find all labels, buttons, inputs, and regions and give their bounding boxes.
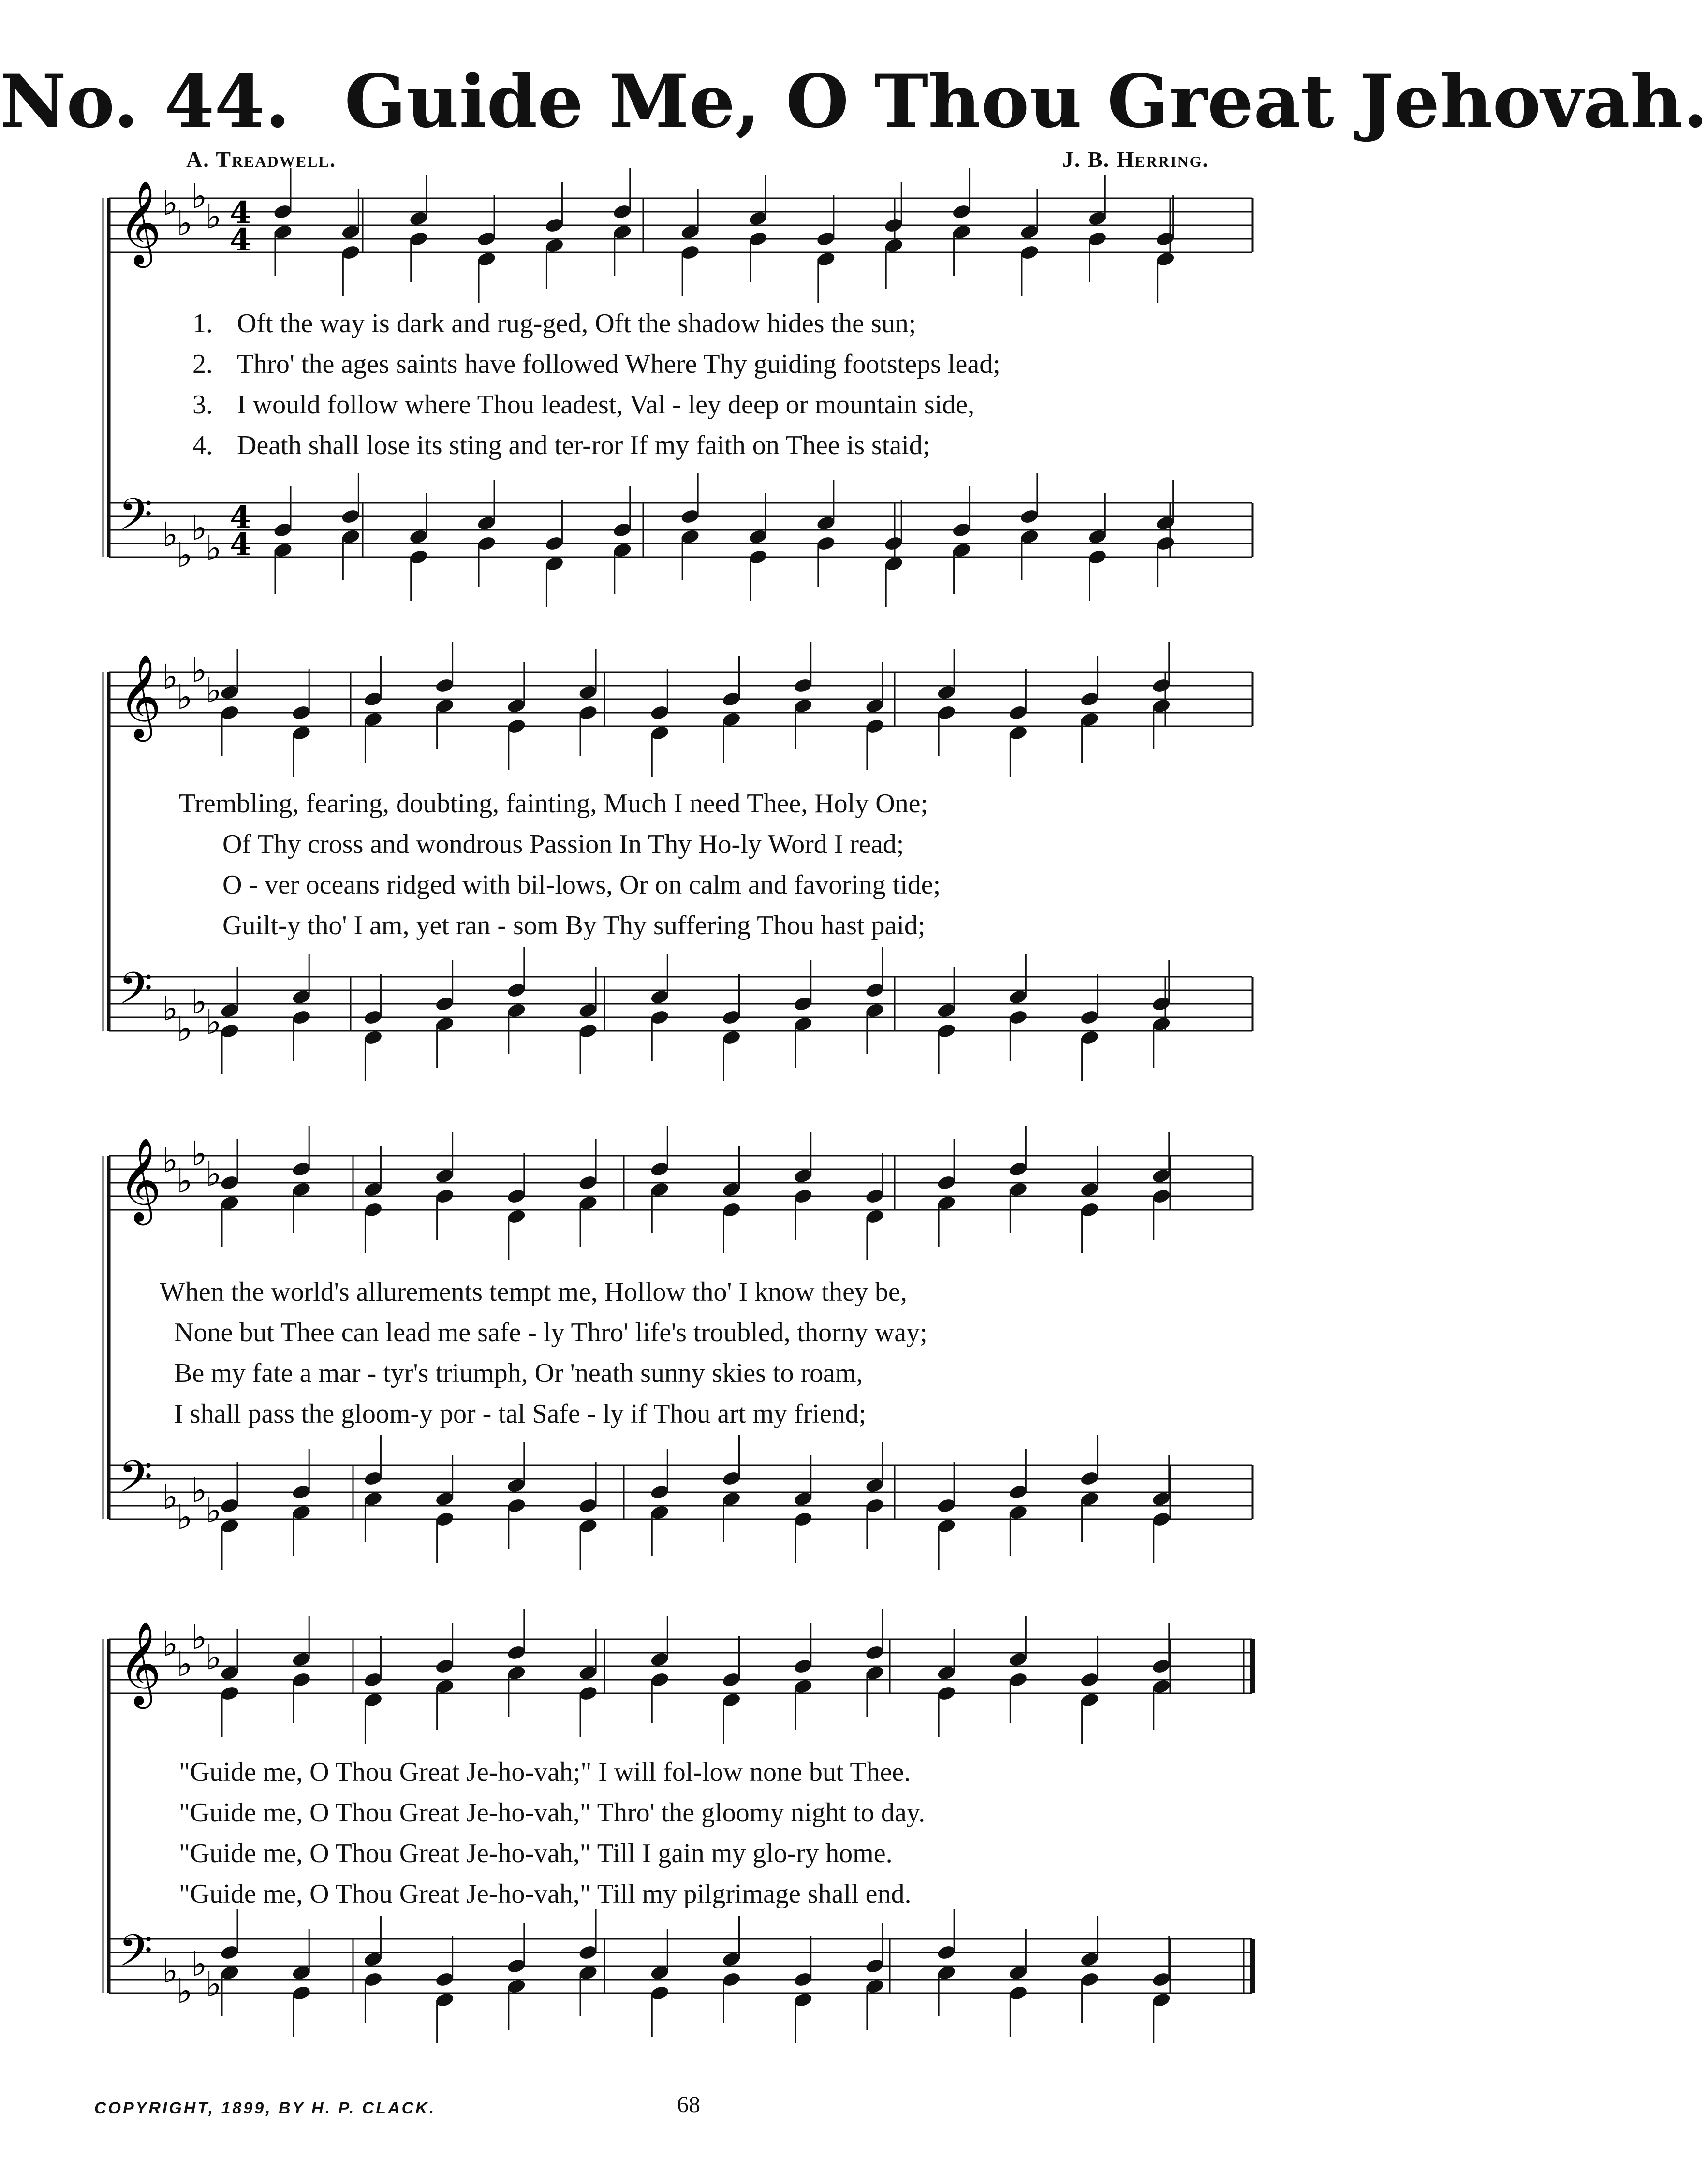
flat-icon: ♭ bbox=[177, 204, 193, 243]
flat-icon: ♭ bbox=[191, 176, 207, 216]
flat-icon: ♭ bbox=[206, 197, 222, 236]
flat-icon: ♭ bbox=[162, 1477, 178, 1517]
flat-icon: ♭ bbox=[177, 677, 193, 717]
flat-icon: ♭ bbox=[206, 528, 222, 568]
bass-clef-icon: 𝄢 bbox=[118, 962, 153, 1025]
treble-clef-icon: 𝄞 bbox=[118, 654, 162, 738]
time-signature-bottom: 4 bbox=[230, 222, 251, 258]
lyric-line: Guilt-y tho' I am, yet ran - som By Thy suffering Thou hast paid; bbox=[222, 910, 926, 940]
composer-credit: J. B. Herring. bbox=[1062, 147, 1209, 172]
verse-number: 4. bbox=[192, 430, 213, 460]
flat-icon: ♭ bbox=[177, 535, 193, 575]
verse-number: 3. bbox=[192, 390, 213, 420]
hymn-number: No. 44. bbox=[0, 59, 290, 144]
flat-icon: ♭ bbox=[177, 1009, 193, 1049]
flat-icon: ♭ bbox=[191, 508, 207, 548]
flat-icon: ♭ bbox=[191, 1944, 207, 1984]
lyric-line: None but Thee can lead me safe - ly Thro' life's troubled, thorny way; bbox=[174, 1318, 928, 1348]
flat-icon: ♭ bbox=[191, 1134, 207, 1174]
lyric-line: Trembling, fearing, doubting, fainting, Much I need Thee, Holy One; bbox=[179, 789, 928, 819]
flat-icon: ♭ bbox=[206, 1638, 222, 1677]
bass-clef-icon: 𝄢 bbox=[118, 1924, 153, 1987]
lyric-line: When the world's allurements tempt me, Hollow tho' I know they be, bbox=[160, 1277, 907, 1307]
flat-icon: ♭ bbox=[162, 183, 178, 223]
treble-clef-icon: 𝄞 bbox=[118, 1137, 162, 1222]
flat-icon: ♭ bbox=[206, 671, 222, 710]
time-signature-top: 4 bbox=[230, 195, 251, 231]
flat-icon: ♭ bbox=[191, 650, 207, 690]
flat-icon: ♭ bbox=[177, 1161, 193, 1201]
lyric-line: O - ver oceans ridged with bil-lows, Or on calm and favoring tide; bbox=[222, 870, 941, 900]
flat-icon: ♭ bbox=[162, 1951, 178, 1991]
lyric-line: "Guide me, O Thou Great Je-ho-vah," Till my pilgrimage shall end. bbox=[179, 1879, 912, 1909]
flat-icon: ♭ bbox=[177, 1971, 193, 2011]
bass-clef-icon: 𝄢 bbox=[118, 488, 153, 551]
flat-icon: ♭ bbox=[162, 1624, 178, 1664]
flat-icon: ♭ bbox=[206, 1491, 222, 1530]
copyright-notice: COPYRIGHT, 1899, BY H. P. CLACK. bbox=[94, 2099, 436, 2117]
flat-icon: ♭ bbox=[191, 1617, 207, 1657]
hymn-page: No. 44. Guide Me, O Thou Great Jehovah. A. Treadwell. J. B. Herring. 𝄞 ♭ ♭ ♭ ♭ 4 4 𝄢 ♭ ♭ ♭ ♭ 4 4 𝄞 ♭ ♭ ♭ ♭ 𝄢 ♭ ♭ ♭ ♭ 𝄞 ♭ ♭ ♭ ♭ 𝄢 ♭ ♭ ♭ ♭ 𝄞 ♭ ♭ ♭ ♭ 𝄢 ♭ ♭ ♭ ♭ 1. Oft the way is dark and rug-ged, Oft the shadow hides the sun; 2. Thro' the ages saints have followed Where Thy guiding footsteps lead; 3. I would follow where Thou leadest, Val - ley deep or mountain side, 4. Death shall lose its sting and ter-ror If my faith on Thee is staid; Trembling, fearing, doubting, fainting, Much I need Thee, Holy One; Of Thy cross and wondrous Passion In Thy Ho-ly Word I read; O - ver oceans ridged with bil-lows, Or on calm and favoring tide; Guilt-y tho' I am, yet ran - som By Thy suffering Thou hast paid; When the world's allurements tempt me, Hollow tho' I know they be, None but Thee can lead me safe - ly Thro' life's troubled, thorny way; Be my fate a mar - tyr's triumph, Or 'neath sunny skies to roam, I shall pass the gloom-y por - tal Safe - ly if Thou art my friend; "Guide me, O Thou Great Je-ho-vah;" I will fol-low none but Thee. "Guide me, O Thou Great Je-ho-vah," Thro' the gloomy night to day. "Guide me, O Thou Great Je-ho-vah," Till I gain my glo-ry home. "Guide me, O Thou Great Je-ho-vah," Till my pilgrimage shall end. COPYRIGHT, 1899, BY H. P. CLACK. 68 bbox=[0, 0, 1331, 2172]
lyric-line: Be my fate a mar - tyr's triumph, Or 'neath sunny skies to roam, bbox=[174, 1358, 863, 1388]
treble-clef-icon: 𝄞 bbox=[118, 180, 162, 264]
treble-clef-icon: 𝄞 bbox=[118, 1621, 162, 1705]
lyric-line: "Guide me, O Thou Great Je-ho-vah," Till I gain my glo-ry home. bbox=[179, 1838, 893, 1868]
flat-icon: ♭ bbox=[177, 1644, 193, 1684]
flat-icon: ♭ bbox=[162, 657, 178, 697]
flat-icon: ♭ bbox=[191, 1470, 207, 1510]
hymn-title: Guide Me, O Thou Great Jehovah. bbox=[344, 59, 1708, 144]
flat-icon: ♭ bbox=[162, 1141, 178, 1180]
lyric-line: "Guide me, O Thou Great Je-ho-vah;" I will fol-low none but Thee. bbox=[179, 1757, 911, 1787]
time-signature-bottom: 4 bbox=[230, 527, 251, 563]
lyric-line: I shall pass the gloom-y por - tal Safe - ly if Thou art my friend; bbox=[174, 1399, 867, 1429]
lyric-line: "Guide me, O Thou Great Je-ho-vah," Thro' the gloomy night to day. bbox=[179, 1798, 926, 1828]
verse-number: 1. bbox=[192, 308, 213, 338]
flat-icon: ♭ bbox=[206, 1965, 222, 2004]
lyricist-credit: A. Treadwell. bbox=[186, 147, 337, 172]
flat-icon: ♭ bbox=[206, 1002, 222, 1042]
lyric-line: Of Thy cross and wondrous Passion In Thy Ho-ly Word I read; bbox=[222, 829, 904, 859]
time-signature-top: 4 bbox=[230, 499, 251, 536]
verse-number: 2. bbox=[192, 349, 213, 379]
flat-icon: ♭ bbox=[206, 1154, 222, 1194]
bass-clef-icon: 𝄢 bbox=[118, 1451, 153, 1513]
flat-icon: ♭ bbox=[162, 989, 178, 1028]
flat-icon: ♭ bbox=[162, 515, 178, 555]
page-number: 68 bbox=[677, 2092, 700, 2117]
flat-icon: ♭ bbox=[177, 1497, 193, 1537]
flat-icon: ♭ bbox=[191, 982, 207, 1022]
